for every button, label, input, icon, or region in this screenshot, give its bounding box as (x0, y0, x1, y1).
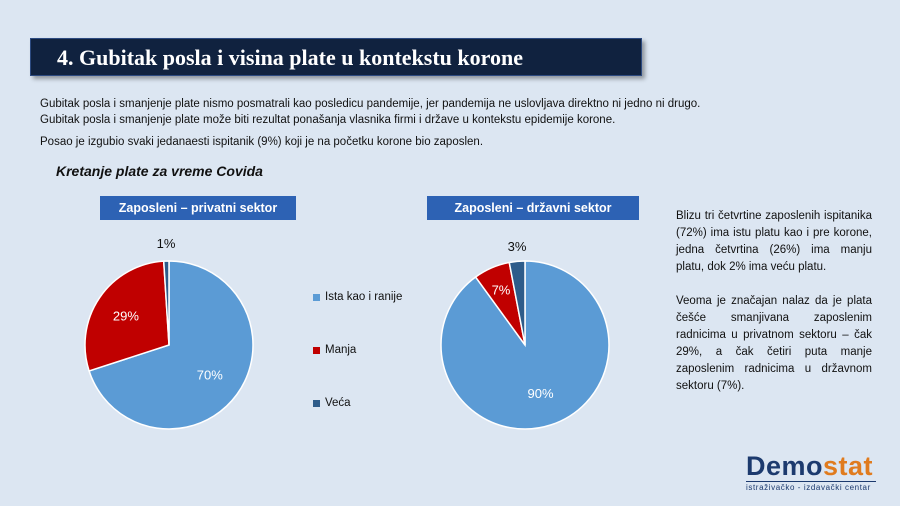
data-label: 70% (196, 367, 223, 383)
logo-tagline: istraživačko - izdavački centar (746, 481, 876, 492)
data-label: 7% (491, 282, 511, 298)
data-label: 90% (527, 385, 554, 401)
intro-line: Gubitak posla i smanjenje plate nismo posmatrali kao posledicu pandemije, jer pandemija ne uslovljava direktno ni jedno ni drugo. (40, 98, 701, 110)
chart-subtitle: Kretanje plate za vreme Covida (56, 163, 263, 179)
slide-title: 4. Gubitak posla i visina plate u kontekstu korone (30, 38, 642, 76)
state-sector-label: Zaposleni – državni sektor (427, 196, 639, 220)
intro-line: Posao je izgubio svaki jedanaesti ispitanik (9%) koji je na početku korone bio zaposlen. (40, 136, 484, 148)
data-label: 3% (507, 239, 527, 254)
data-label: 1% (156, 236, 176, 251)
legend-item-ista (313, 290, 402, 304)
side-paragraph: Blizu tri četvrtine zaposlenih ispitanika (72%) ima istu platu kao i pre korone, jedna četvrtina (26%) ima manju platu, dok 2% ima veću platu. (676, 210, 872, 273)
logo-part-accent: stat (823, 451, 874, 481)
intro-line: Gubitak posla i smanjenje plate može biti rezultat ponašanja vlasnika firmi i države u kontekstu epidemije korone. (40, 114, 616, 126)
legend-item-manja (313, 343, 356, 357)
data-label: 29% (112, 308, 139, 324)
legend-swatch (313, 294, 320, 301)
legend-label: Manja (325, 344, 357, 356)
side-paragraph: Veoma je značajan nalaz da je plata češće smanjivana zaposlenim radnicima u privatnom sektoru – čak 29%, a čak četiri puta manje zaposlenim radnicima u državnom sektoru (7%). (676, 295, 872, 392)
legend-label: Veća (325, 397, 351, 409)
private-sector-label: Zaposleni – privatni sektor (100, 196, 296, 220)
side-commentary (676, 208, 872, 395)
legend-swatch (313, 347, 320, 354)
pie-state-sector (441, 239, 609, 429)
demostat-logo (746, 452, 876, 492)
legend-item-veca (313, 396, 351, 410)
legend-swatch (313, 400, 320, 407)
logo-wordmark (746, 452, 876, 480)
legend-label: Ista kao i ranije (325, 291, 403, 303)
logo-part: Demo (746, 451, 824, 481)
pie-private-sector (85, 236, 253, 429)
